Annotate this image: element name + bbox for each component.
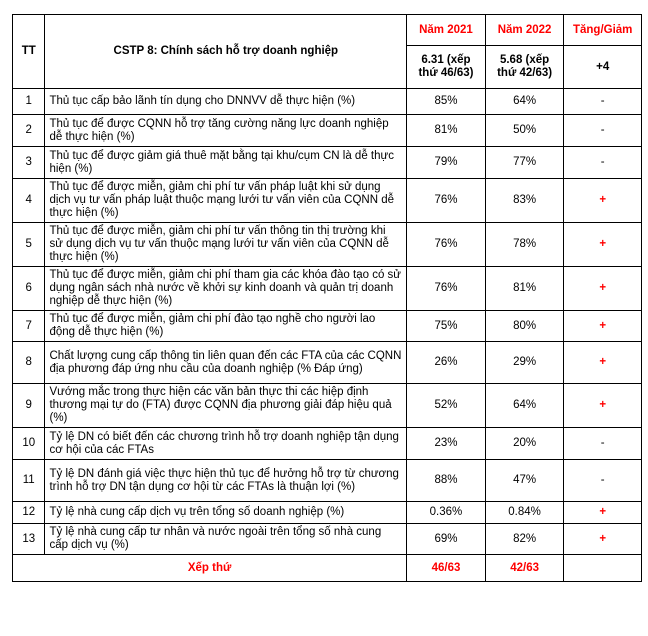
footer-rank-2022: 42/63	[485, 555, 564, 582]
table-row	[13, 311, 642, 342]
row-number: 4	[13, 179, 45, 223]
row-change: -	[564, 115, 642, 147]
table-row	[13, 384, 642, 428]
row-number: 13	[13, 524, 45, 555]
row-value-2021: 69%	[407, 524, 486, 555]
row-value-2021: 88%	[407, 460, 486, 502]
row-value-2021: 52%	[407, 384, 486, 428]
row-change: +	[564, 223, 642, 267]
row-value-2021: 76%	[407, 179, 486, 223]
row-value-2022: 50%	[485, 115, 564, 147]
row-description: Vướng mắc trong thực hiện các văn bản thực thi các hiệp định thương mại tự do (FTA) được CQNN địa phương giải đáp hiệu quả (%)	[45, 384, 407, 428]
row-value-2022: 81%	[485, 267, 564, 311]
row-description: Thủ tục để được miễn, giảm chi phí tư vấn pháp luật khi sử dụng dịch vụ tư vấn pháp luật thuộc mạng lưới tư vấn viên của CQNN dễ thực hiện (%)	[45, 179, 407, 223]
row-description: Thủ tục để được CQNN hỗ trợ tăng cường năng lực doanh nghiệp dễ thực hiện (%)	[45, 115, 407, 147]
row-description: Tỷ lệ DN có biết đến các chương trình hỗ trợ doanh nghiệp tận dụng cơ hội của các FTAs	[45, 428, 407, 460]
row-number: 3	[13, 147, 45, 179]
row-value-2021: 81%	[407, 115, 486, 147]
footer-label: Xếp thứ	[13, 555, 407, 582]
row-number: 10	[13, 428, 45, 460]
row-number: 7	[13, 311, 45, 342]
row-value-2022: 78%	[485, 223, 564, 267]
row-description: Thủ tục để được miễn, giảm chi phí tư vấn thông tin thị trường khi sử dụng dịch vụ tư vấn thuộc mạng lưới tư vấn viên của CQNN dễ thực hiện (%)	[45, 223, 407, 267]
row-change: +	[564, 384, 642, 428]
row-description: Thủ tục để được giảm giá thuê mặt bằng tại khu/cụm CN là dễ thực hiện (%)	[45, 147, 407, 179]
row-change: -	[564, 89, 642, 115]
table-row	[13, 460, 642, 502]
row-change: +	[564, 524, 642, 555]
row-change: +	[564, 502, 642, 524]
row-change: +	[564, 342, 642, 384]
row-value-2021: 23%	[407, 428, 486, 460]
header-year-2021: Năm 2021	[407, 15, 486, 46]
policy-table	[12, 14, 642, 582]
row-value-2021: 76%	[407, 267, 486, 311]
row-value-2022: 0.84%	[485, 502, 564, 524]
row-number: 6	[13, 267, 45, 311]
row-number: 9	[13, 384, 45, 428]
row-description: Thủ tục để được miễn, giảm chi phí tham gia các khóa đào tạo có sử dụng ngân sách nhà nước về khởi sự kinh doanh và quản trị doanh nghiệp dễ thực hiện (%)	[45, 267, 407, 311]
row-description: Thủ tục cấp bảo lãnh tín dụng cho DNNVV dễ thực hiện (%)	[45, 89, 407, 115]
table-row	[13, 342, 642, 384]
row-value-2021: 75%	[407, 311, 486, 342]
row-value-2021: 76%	[407, 223, 486, 267]
header-change: Tăng/Giảm	[564, 15, 642, 46]
score-change: +4	[564, 46, 642, 89]
table-row	[13, 223, 642, 267]
table-row	[13, 179, 642, 223]
row-change: +	[564, 179, 642, 223]
row-description: Thủ tục để được miễn, giảm chi phí đào tạo nghề cho người lao động dễ thực hiện (%)	[45, 311, 407, 342]
table-row	[13, 267, 642, 311]
header-year-2022: Năm 2022	[485, 15, 564, 46]
row-value-2022: 83%	[485, 179, 564, 223]
row-value-2022: 82%	[485, 524, 564, 555]
row-number: 8	[13, 342, 45, 384]
row-change: -	[564, 460, 642, 502]
row-value-2021: 79%	[407, 147, 486, 179]
table-row	[13, 89, 642, 115]
row-number: 1	[13, 89, 45, 115]
footer-rank-2021: 46/63	[407, 555, 486, 582]
row-value-2022: 47%	[485, 460, 564, 502]
row-value-2022: 64%	[485, 384, 564, 428]
row-description: Tỷ lệ nhà cung cấp tư nhân và nước ngoài trên tổng số nhà cung cấp dịch vụ (%)	[45, 524, 407, 555]
footer-empty	[564, 555, 642, 582]
row-value-2021: 26%	[407, 342, 486, 384]
row-number: 2	[13, 115, 45, 147]
score-2022: 5.68 (xếp thứ 42/63)	[485, 46, 564, 89]
row-description: Tỷ lệ DN đánh giá việc thực hiện thủ tục để hưởng hỗ trợ từ chương trình hỗ trợ DN tận dụng cơ hội từ các FTAs là thuận lợi (%)	[45, 460, 407, 502]
table-row	[13, 502, 642, 524]
row-description: Chất lượng cung cấp thông tin liên quan đến các FTA của các CQNN địa phương đáp ứng nhu cầu của doanh nghiệp (% Đáp ứng)	[45, 342, 407, 384]
row-value-2022: 20%	[485, 428, 564, 460]
row-number: 5	[13, 223, 45, 267]
header-tt: TT	[13, 15, 45, 89]
row-value-2022: 77%	[485, 147, 564, 179]
row-number: 11	[13, 460, 45, 502]
row-description: Tỷ lệ nhà cung cấp dịch vụ trên tổng số doanh nghiệp (%)	[45, 502, 407, 524]
row-change: +	[564, 267, 642, 311]
header-title: CSTP 8: Chính sách hỗ trợ doanh nghiệp	[45, 15, 407, 89]
row-change: +	[564, 311, 642, 342]
table-row	[13, 147, 642, 179]
row-value-2021: 85%	[407, 89, 486, 115]
table-row	[13, 428, 642, 460]
row-change: -	[564, 147, 642, 179]
table-row	[13, 524, 642, 555]
table-row	[13, 115, 642, 147]
row-change: -	[564, 428, 642, 460]
row-number: 12	[13, 502, 45, 524]
header-row	[13, 15, 642, 46]
footer-row	[13, 555, 642, 582]
row-value-2021: 0.36%	[407, 502, 486, 524]
row-value-2022: 64%	[485, 89, 564, 115]
row-value-2022: 80%	[485, 311, 564, 342]
row-value-2022: 29%	[485, 342, 564, 384]
table-body	[13, 89, 642, 555]
document-page	[12, 14, 642, 582]
score-2021: 6.31 (xếp thứ 46/63)	[407, 46, 486, 89]
